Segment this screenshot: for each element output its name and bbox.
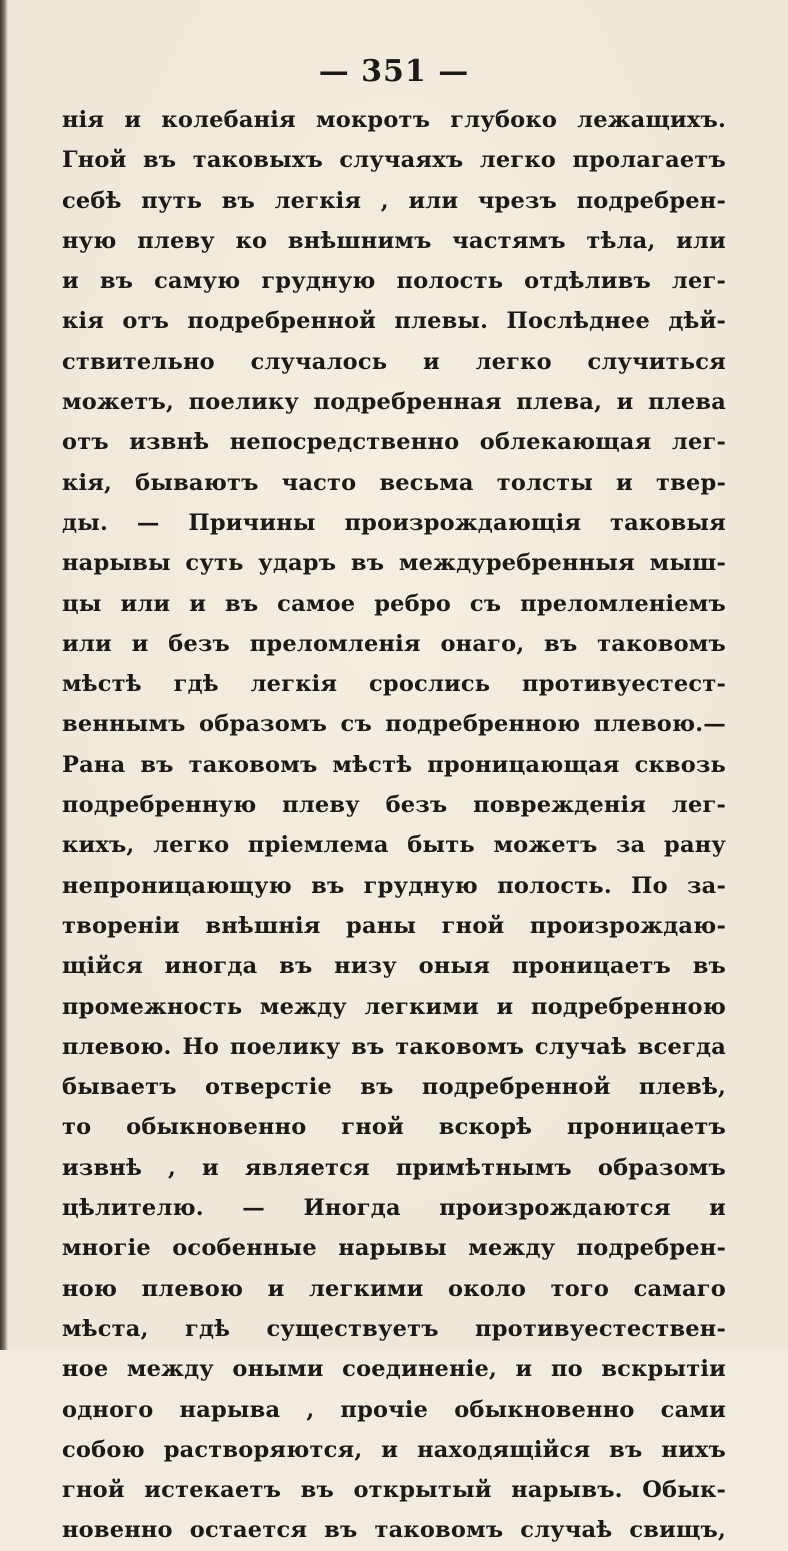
text-line: себѣ путь въ легкія , или чрезъ подребрен-: [62, 187, 726, 214]
text-line: кія отъ подребренной плевы. Послѣднее дѣй-: [62, 308, 726, 335]
text-line: нарывы суть ударъ въ междуребренныя мыш-: [62, 550, 726, 577]
text-line: Рана въ таковомъ мѣстѣ проницающая сквозь: [62, 751, 726, 778]
text-line: цы или и въ самое ребро съ преломленіемъ: [62, 590, 726, 617]
text-line: многіе особенные нарывы между подребрен-: [62, 1235, 726, 1262]
text-line: одного нарыва , прочіе обыкновенно сами: [62, 1396, 726, 1423]
text-line: ную плеву ко внѣшнимъ частямъ тѣла, или: [62, 227, 726, 254]
text-line: Гной въ таковыхъ случаяхъ легко пролагаетъ: [62, 147, 726, 174]
text-line: кихъ, легко пріемлема быть можетъ за рану: [62, 832, 726, 859]
text-line: твореніи внѣшнія раны гной произрождаю-: [62, 912, 726, 939]
text-line: кія, бываютъ часто весьма толсты и твер-: [62, 469, 726, 496]
text-line: плевою. Но поелику въ таковомъ случаѣ всегда: [62, 1033, 726, 1060]
text-line: промежность между легкими и подребренною: [62, 993, 726, 1020]
text-line: непроницающую въ грудную полость. По за-: [62, 872, 726, 899]
text-line: извнѣ , и является примѣтнымъ образомъ: [62, 1154, 726, 1181]
text-line: собою растворяются, и находящійся въ нихъ: [62, 1436, 726, 1463]
text-line: мѣстѣ гдѣ легкія срослись противуестест-: [62, 671, 726, 698]
text-line: бываетъ отверстіе въ подребренной плевѣ,: [62, 1074, 726, 1101]
text-line: мѣста, гдѣ существуетъ противуестествен-: [62, 1315, 726, 1342]
text-line: ное между оными соединеніе, и по вскрытіи: [62, 1356, 726, 1383]
text-line: гной истекаетъ въ открытый нарывъ. Обык-: [62, 1477, 726, 1504]
text-line: нія и колебанія мокротъ глубоко лежащихъ.: [62, 107, 726, 133]
text-line: ствительно случалось и легко случиться: [62, 348, 726, 375]
text-line: щійся иногда въ низу оныя проницаетъ въ: [62, 953, 726, 980]
body-text: [62, 100, 726, 1551]
text-line: или и безъ преломленія онаго, въ таковомъ: [62, 630, 726, 657]
text-line: и въ самую грудную полость отдѣливъ лег-: [62, 268, 726, 295]
page-number: — 351 —: [318, 54, 470, 89]
text-line: ною плевою и легкими около того самаго: [62, 1275, 726, 1302]
text-line: цѣлителю. — Иногда произрождаются и: [62, 1195, 726, 1222]
text-line: веннымъ образомъ съ подребренною плевою.—: [62, 711, 726, 738]
text-line: отъ извнѣ непосредственно облекающая лег-: [62, 429, 726, 456]
text-line: ды. — Причины произрождающія таковыя: [62, 509, 726, 536]
text-line: то обыкновенно гной вскорѣ проницаетъ: [62, 1114, 726, 1141]
binding-edge: [0, 0, 8, 1350]
text-line: подребренную плеву безъ поврежденія лег-: [62, 792, 726, 819]
text-line: новенно остается въ таковомъ случаѣ свищъ,: [62, 1517, 726, 1544]
text-line: можетъ, поелику подребренная плева, и плева: [62, 389, 726, 416]
